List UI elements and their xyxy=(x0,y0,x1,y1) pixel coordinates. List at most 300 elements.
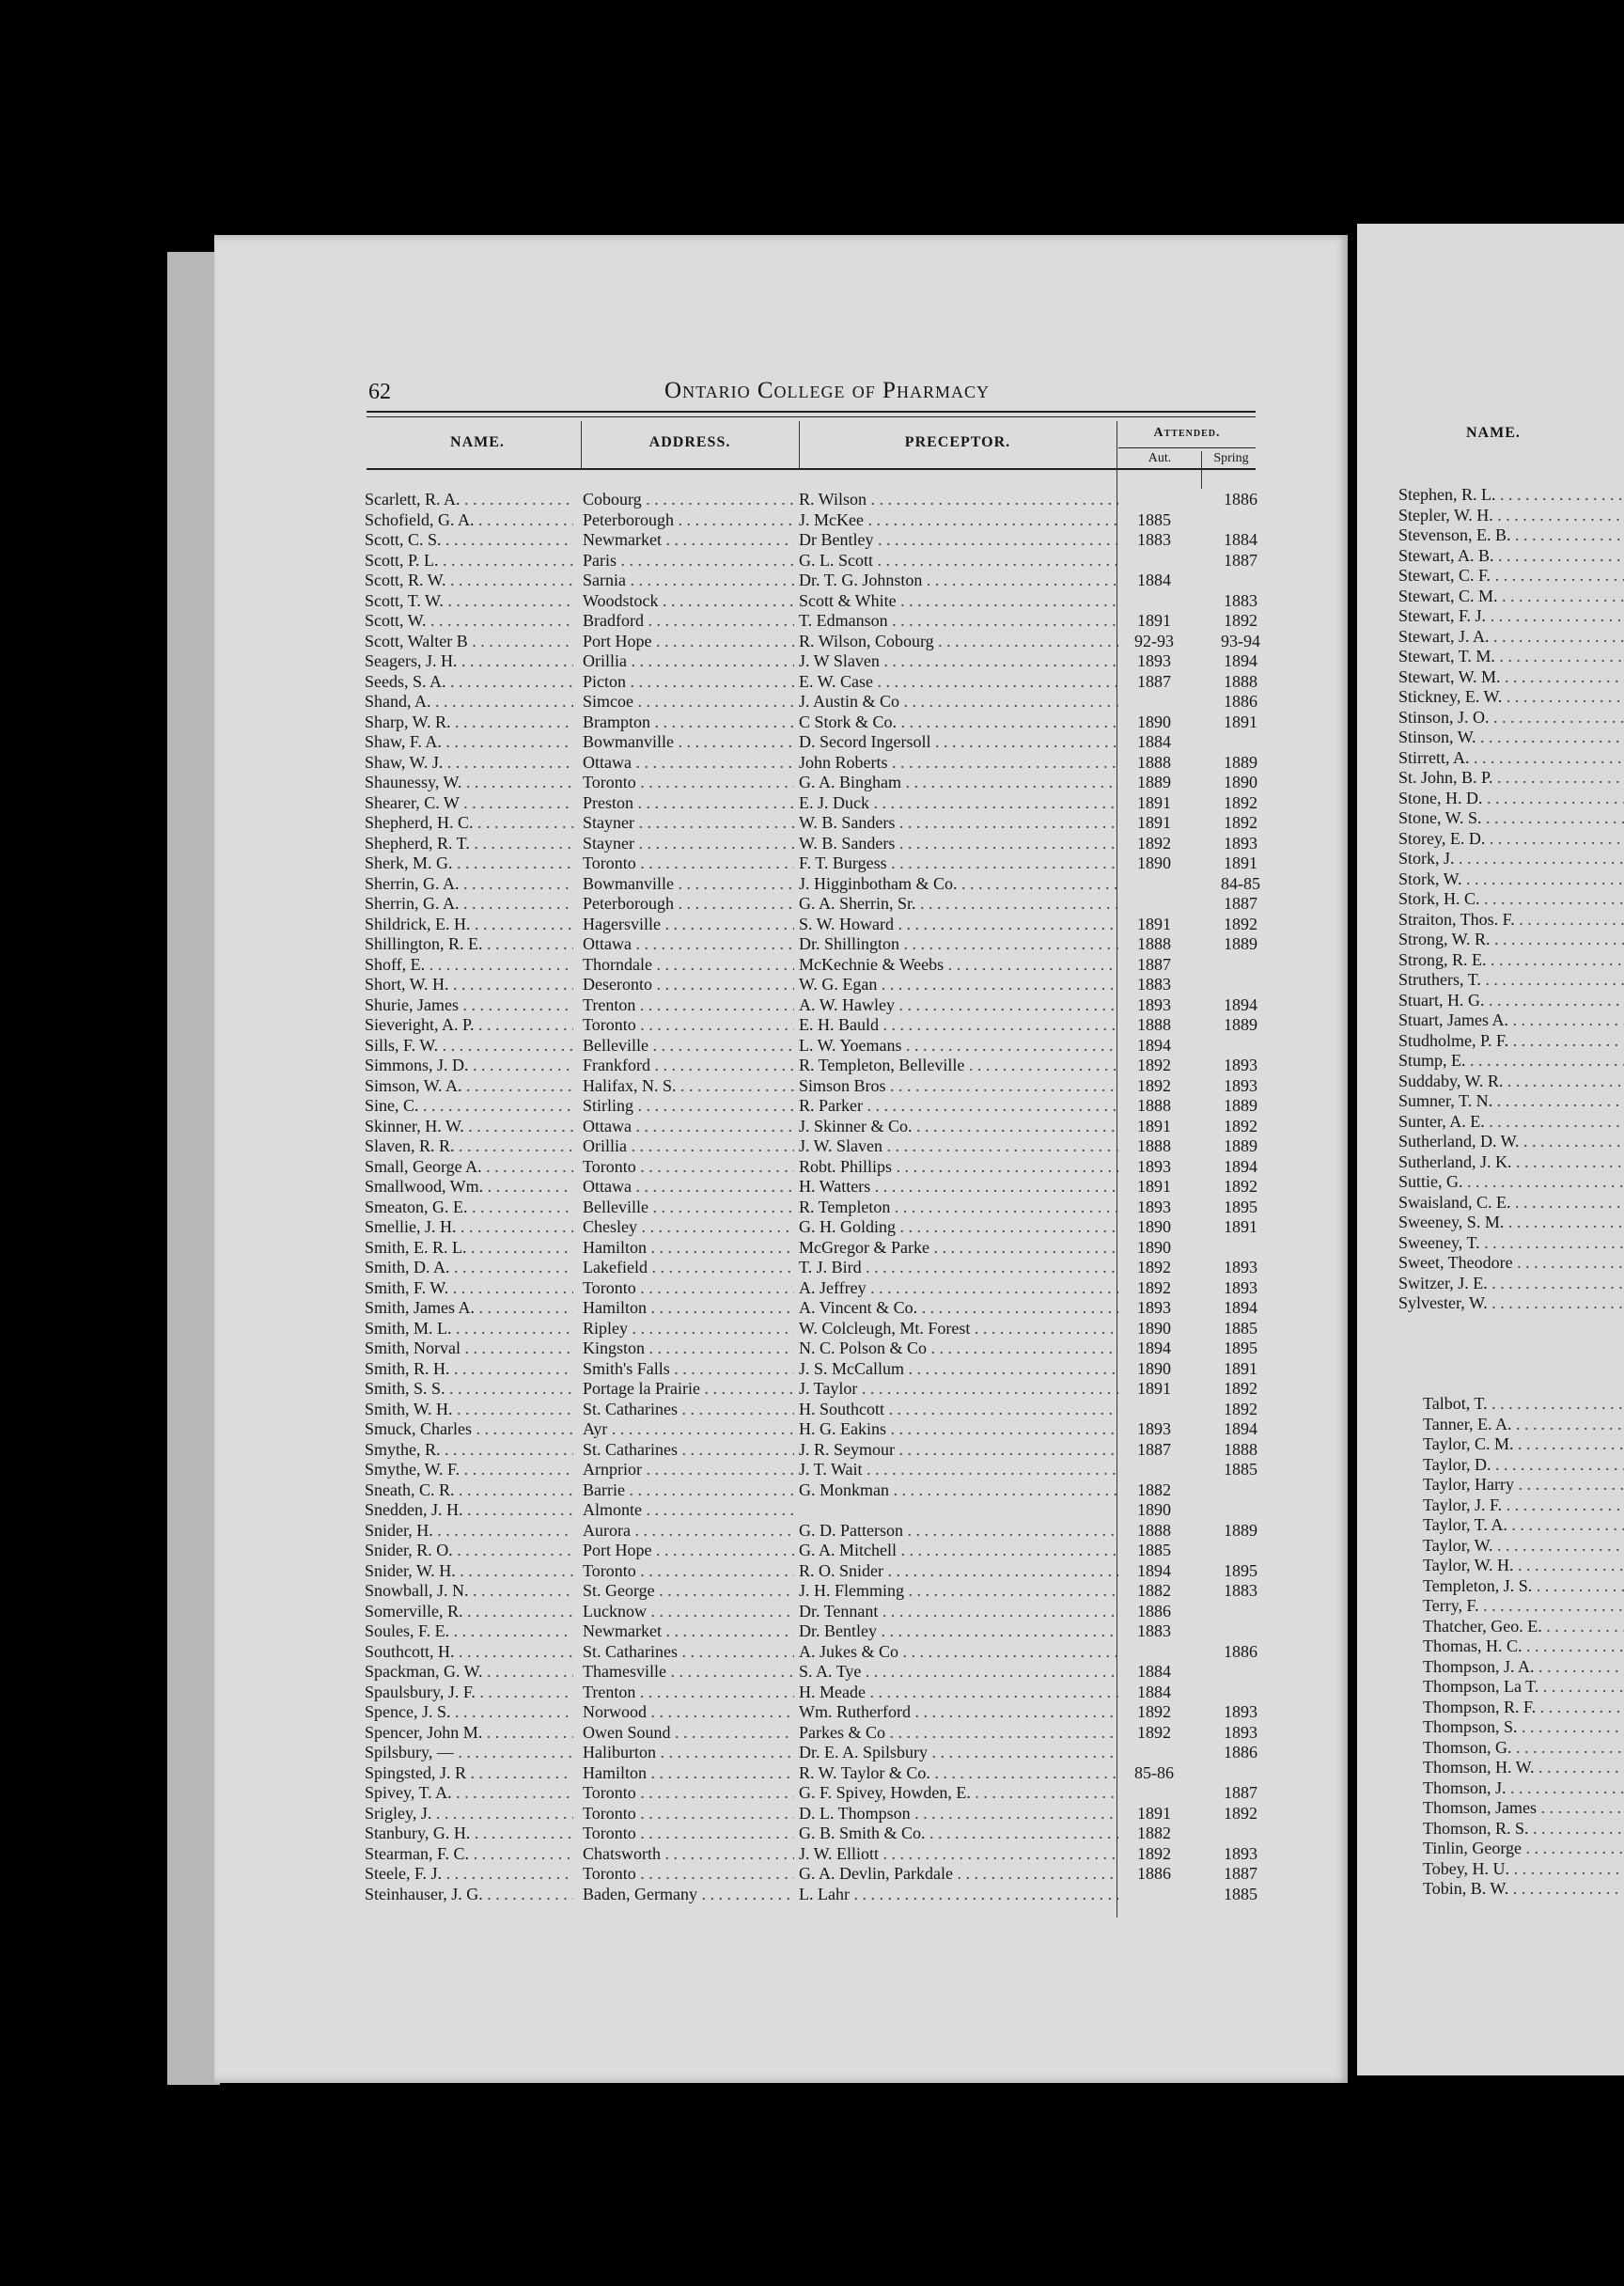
cell-address: Haliburton . . . xyxy=(583,1743,794,1763)
cell-preceptor: Dr. E. A. Spilsbury . . . xyxy=(799,1743,1118,1763)
list-item: Studholme, P. F. . . . xyxy=(1398,1031,1624,1052)
cell-spring: 84-85 xyxy=(1221,873,1260,893)
cell-name: Simmons, J. D. . . . xyxy=(365,1056,573,1076)
cell-address: Toronto . . . xyxy=(583,1278,794,1299)
cell-address: St. Catharines . . . xyxy=(583,1642,794,1663)
cell-preceptor: J. Higginbotham & Co. . . . xyxy=(799,874,1118,895)
cell-name: Shillington, R. E. . . . xyxy=(365,934,573,955)
cell-name: Spaulsbury, J. F. . . . xyxy=(365,1683,573,1703)
table-row xyxy=(357,1177,1259,1198)
cell-name: Scott, T. W. . . . xyxy=(365,591,573,612)
cell-spring: 1892 xyxy=(1224,611,1257,630)
cell-address: Stayner . . . xyxy=(583,813,794,834)
cell-aut: 1892 xyxy=(1137,1277,1171,1297)
cell-aut: 1884 xyxy=(1137,571,1171,589)
cell-spring: 1892 xyxy=(1224,1803,1257,1823)
cell-address: Toronto . . . xyxy=(583,1015,794,1036)
cell-aut: 1888 xyxy=(1137,752,1171,772)
cell-preceptor: S. W. Howard . . . xyxy=(799,915,1118,935)
cell-name: Spivey, T. A. . . . xyxy=(365,1783,573,1804)
table-row xyxy=(357,1723,1259,1744)
cell-name: Small, George A. . . . xyxy=(365,1157,573,1178)
header-rule-bottom xyxy=(367,468,1256,470)
list-item: Straiton, Thos. F. . . . xyxy=(1398,910,1624,931)
cell-preceptor: W. B. Sanders . . . xyxy=(799,834,1118,854)
cell-name: Scott, P. L. . . . xyxy=(365,551,573,572)
cell-address: Almonte . . . xyxy=(583,1500,794,1521)
cell-aut: 1892 xyxy=(1137,1258,1171,1276)
list-item: Stirrett, A. . . . xyxy=(1398,748,1624,769)
cell-spring: 1891 xyxy=(1224,853,1257,872)
cell-preceptor: Parkes & Co . . . xyxy=(799,1723,1118,1744)
table-row xyxy=(357,1217,1259,1238)
cell-preceptor: A. Vincent & Co. . . . xyxy=(799,1298,1118,1319)
cell-name: Shaw, W. J. . . . xyxy=(365,753,573,774)
cell-address: Toronto . . . xyxy=(583,853,794,874)
cell-aut: 1886 xyxy=(1137,1864,1171,1883)
cell-name: Smuck, Charles . . . xyxy=(365,1419,573,1440)
cell-preceptor: R. Wilson, Cobourg . . . xyxy=(799,632,1118,652)
list-item: Taylor, T. A. . . . xyxy=(1423,1515,1624,1536)
cell-address: Hagersville . . . xyxy=(583,915,794,935)
cell-spring: 1894 xyxy=(1224,1298,1257,1317)
cell-name: Sherk, M. G. . . . xyxy=(365,853,573,874)
cell-name: Sharp, W. R. . . . xyxy=(365,712,573,733)
cell-address: Hamilton . . . xyxy=(583,1298,794,1319)
cell-preceptor: John Roberts . . . xyxy=(799,753,1118,774)
table-row xyxy=(357,732,1259,753)
cell-aut: 1883 xyxy=(1137,1621,1171,1640)
cell-spring: 1886 xyxy=(1224,490,1257,509)
list-item: Thompson, R. F. . . . xyxy=(1423,1698,1624,1718)
cell-preceptor: Dr. T. G. Johnston . . . xyxy=(799,571,1118,591)
list-item: Thomson, H. W. . . . xyxy=(1423,1758,1624,1778)
cell-address: Trenton . . . xyxy=(583,1683,794,1703)
table-row xyxy=(357,591,1259,612)
cell-preceptor: Dr. Shillington . . . xyxy=(799,934,1118,955)
cell-aut: 1884 xyxy=(1137,1682,1171,1701)
cell-name: Snider, W. H. . . . xyxy=(365,1561,573,1582)
cell-preceptor: J. W. Elliott . . . xyxy=(799,1844,1118,1865)
cell-name: Shoff, E. . . . xyxy=(365,955,573,976)
list-item: Terry, F. . . . xyxy=(1423,1596,1624,1617)
list-item: Sweet, Theodore . . . xyxy=(1398,1253,1624,1274)
list-item: Struthers, T. . . . xyxy=(1398,970,1624,991)
cell-address: Bowmanville . . . xyxy=(583,874,794,895)
cell-address: Smith's Falls . . . xyxy=(583,1359,794,1380)
cell-address: Ottawa . . . xyxy=(583,1177,794,1198)
col-header-aut: Aut. xyxy=(1148,451,1172,465)
cell-preceptor: N. C. Polson & Co . . . xyxy=(799,1339,1118,1359)
cell-spring: 1885 xyxy=(1224,1884,1257,1903)
cell-address: Woodstock . . . xyxy=(583,591,794,612)
page-number: 62 xyxy=(368,380,391,404)
cell-aut: 1890 xyxy=(1137,1217,1171,1236)
cell-spring: 1893 xyxy=(1224,1843,1257,1863)
cell-spring: 1892 xyxy=(1224,914,1257,933)
table-row xyxy=(357,571,1259,591)
cell-preceptor: Simson Bros . . . xyxy=(799,1076,1118,1097)
table-row xyxy=(357,1783,1259,1804)
cell-name: Shand, A. . . . xyxy=(365,692,573,712)
list-item: Stone, H. D. . . . xyxy=(1398,789,1624,809)
cell-name: Smallwood, Wm. . . . xyxy=(365,1177,573,1198)
table-row xyxy=(357,1015,1259,1036)
cell-name: Shepherd, R. T. . . . xyxy=(365,834,573,854)
cell-spring: 1886 xyxy=(1224,1641,1257,1661)
table-row xyxy=(357,1602,1259,1622)
cell-address: Frankford . . . xyxy=(583,1056,794,1076)
col-header-address: ADDRESS. xyxy=(648,434,731,450)
cell-address: Toronto . . . xyxy=(583,1804,794,1824)
list-item: Sutherland, D. W. . . . xyxy=(1398,1132,1624,1152)
cell-spring: 1887 xyxy=(1224,894,1257,913)
cell-name: Srigley, J. . . . xyxy=(365,1804,573,1824)
cell-name: Spackman, G. W. . . . xyxy=(365,1662,573,1683)
table-row xyxy=(357,874,1259,895)
cell-address: Kingston . . . xyxy=(583,1339,794,1359)
cell-address: Bowmanville . . . xyxy=(583,732,794,753)
cell-spring: 1891 xyxy=(1224,1217,1257,1236)
cell-spring: 1893 xyxy=(1224,1722,1257,1742)
cell-aut: 1883 xyxy=(1137,530,1171,549)
table-row xyxy=(357,1521,1259,1542)
cell-spring: 1884 xyxy=(1224,530,1257,549)
cell-aut: 1885 xyxy=(1137,1541,1171,1559)
cell-address: Lucknow . . . xyxy=(583,1602,794,1622)
list-item: Thomson, R. S. . . . xyxy=(1423,1819,1624,1840)
table-row xyxy=(357,753,1259,774)
cell-aut: 1891 xyxy=(1137,1803,1171,1823)
cell-preceptor: E. J. Duck . . . xyxy=(799,793,1118,814)
cell-spring: 1892 xyxy=(1224,792,1257,812)
cell-aut: 1888 xyxy=(1137,1015,1171,1034)
table-row xyxy=(357,611,1259,632)
list-item: Thomas, H. C. . . . xyxy=(1423,1636,1624,1657)
list-item: Stork, H. C. . . . xyxy=(1398,889,1624,910)
cell-name: Steele, F. J. . . . xyxy=(365,1864,573,1885)
cell-preceptor: J. H. Flemming . . . xyxy=(799,1581,1118,1602)
cell-preceptor: D. L. Thompson . . . xyxy=(799,1804,1118,1824)
table-row xyxy=(357,995,1259,1016)
cell-name: Scott, R. W. . . . xyxy=(365,571,573,591)
cell-preceptor: A. Jukes & Co . . . xyxy=(799,1642,1118,1663)
list-item: Stone, W. S. . . . xyxy=(1398,808,1624,829)
cell-spring: 1883 xyxy=(1224,1581,1257,1600)
cell-preceptor: Scott & White . . . xyxy=(799,591,1118,612)
cell-address: St. George . . . xyxy=(583,1581,794,1602)
register-table xyxy=(357,490,1259,1904)
cell-preceptor: Dr. Tennant . . . xyxy=(799,1602,1118,1622)
cell-spring: 1883 xyxy=(1224,590,1257,610)
cell-name: Shurie, James . . . xyxy=(365,995,573,1016)
table-row xyxy=(357,813,1259,834)
table-row xyxy=(357,1885,1259,1905)
table-row xyxy=(357,1763,1259,1784)
cell-aut: 1888 xyxy=(1137,1136,1171,1155)
cell-preceptor: A. Jeffrey . . . xyxy=(799,1278,1118,1299)
cell-address: Toronto . . . xyxy=(583,773,794,793)
cell-aut: 1890 xyxy=(1137,1358,1171,1378)
table-row xyxy=(357,1500,1259,1521)
cell-preceptor: D. Secord Ingersoll . . . xyxy=(799,732,1118,753)
cell-aut: 1887 xyxy=(1137,954,1171,974)
cell-preceptor: G. A. Sherrin, Sr. . . . xyxy=(799,894,1118,915)
cell-name: Smith, W. H. . . . xyxy=(365,1400,573,1420)
table-row xyxy=(357,1117,1259,1137)
cell-name: Schofield, G. A. . . . xyxy=(365,510,573,531)
cell-aut: 1894 xyxy=(1137,1560,1171,1580)
cell-spring: 1893 xyxy=(1224,1075,1257,1095)
cell-name: Seeds, S. A. . . . xyxy=(365,672,573,693)
cell-spring: 1885 xyxy=(1224,1460,1257,1479)
cell-address: Cobourg . . . xyxy=(583,490,794,510)
list-item: Sutherland, J. K. . . . xyxy=(1398,1152,1624,1173)
cell-address: Lakefield . . . xyxy=(583,1258,794,1278)
table-row xyxy=(357,551,1259,572)
cell-preceptor: J. Skinner & Co. . . . xyxy=(799,1117,1118,1137)
cell-aut: 1889 xyxy=(1137,773,1171,791)
cell-name: Sills, F. W. . . . xyxy=(365,1036,573,1057)
list-item: Sumner, T. N. . . . xyxy=(1398,1091,1624,1112)
list-item: Stewart, J. A. . . . xyxy=(1398,627,1624,648)
table-row xyxy=(357,1238,1259,1259)
cell-name: Seagers, J. H. . . . xyxy=(365,651,573,672)
cell-spring: 1894 xyxy=(1224,1419,1257,1438)
cell-spring: 1893 xyxy=(1224,833,1257,853)
table-row xyxy=(357,1036,1259,1057)
cell-address: Belleville . . . xyxy=(583,1198,794,1218)
cell-address: Orillia . . . xyxy=(583,651,794,672)
cell-preceptor: T. J. Bird . . . xyxy=(799,1258,1118,1278)
list-item: Strong, R. E. . . . xyxy=(1398,950,1624,971)
cell-name: Shepherd, H. C. . . . xyxy=(365,813,573,834)
list-item: Stewart, T. M. . . . xyxy=(1398,647,1624,667)
table-row xyxy=(357,1804,1259,1824)
cell-aut: 1893 xyxy=(1137,1197,1171,1216)
cell-spring: 1889 xyxy=(1224,1015,1257,1034)
list-item: Switzer, J. E. . . . xyxy=(1398,1274,1624,1294)
cell-name: Snedden, J. H. . . . xyxy=(365,1500,573,1521)
header-rule-double xyxy=(367,416,1256,417)
cell-aut: 1890 xyxy=(1137,712,1171,731)
cell-preceptor: G. L. Scott . . . xyxy=(799,551,1118,572)
cell-aut: 1884 xyxy=(1137,732,1171,751)
cell-address: Hamilton . . . xyxy=(583,1238,794,1259)
table-row xyxy=(357,1683,1259,1703)
cell-preceptor: R. O. Snider . . . xyxy=(799,1561,1118,1582)
list-item: Thompson, La T. . . . xyxy=(1423,1677,1624,1698)
cell-address: Port Hope . . . xyxy=(583,1541,794,1561)
cell-aut: 1891 xyxy=(1137,914,1171,933)
cell-preceptor: G. A. Devlin, Parkdale . . . xyxy=(799,1864,1118,1885)
cell-preceptor: G. B. Smith & Co. . . . xyxy=(799,1824,1118,1844)
cell-name: Spilsbury, — . . . xyxy=(365,1743,573,1763)
cell-aut: 1892 xyxy=(1137,833,1171,853)
list-item: Thompson, S. . . . xyxy=(1423,1717,1624,1738)
list-item: Stuart, H. G. . . . xyxy=(1398,991,1624,1011)
table-row xyxy=(357,1096,1259,1117)
cell-address: St. Catharines . . . xyxy=(583,1440,794,1461)
list-item: Templeton, J. S. . . . xyxy=(1423,1576,1624,1597)
cell-aut: 1882 xyxy=(1137,1480,1171,1499)
table-row xyxy=(357,975,1259,995)
cell-aut: 1891 xyxy=(1137,611,1171,630)
list-item: Suddaby, W. R. . . . xyxy=(1398,1072,1624,1092)
cell-name: Sine, C. . . . xyxy=(365,1096,573,1117)
table-row xyxy=(357,692,1259,712)
cell-aut: 1892 xyxy=(1137,1056,1171,1074)
list-item: Stewart, W. M. . . . xyxy=(1398,667,1624,688)
cell-spring: 1889 xyxy=(1224,934,1257,953)
list-item: Stewart, C. F. . . . xyxy=(1398,566,1624,587)
list-item: Tinlin, George . . . xyxy=(1423,1839,1624,1859)
cell-name: Smellie, J. H. . . . xyxy=(365,1217,573,1238)
list-item: Stephen, R. L. . . . xyxy=(1398,485,1624,506)
cell-spring: 1891 xyxy=(1224,1358,1257,1378)
cell-preceptor: E. H. Bauld . . . xyxy=(799,1015,1118,1036)
cell-spring: 1889 xyxy=(1224,1136,1257,1155)
cell-address: Paris . . . xyxy=(583,551,794,572)
cell-name: Sneath, C. R. . . . xyxy=(365,1480,573,1501)
cell-preceptor: G. F. Spivey, Howden, E. . . . xyxy=(799,1783,1118,1804)
cell-aut: 1893 xyxy=(1137,651,1171,670)
list-item: Thomson, James . . . xyxy=(1423,1798,1624,1819)
cell-preceptor: H. G. Eakins . . . xyxy=(799,1419,1118,1440)
cell-aut: 1891 xyxy=(1137,1379,1171,1398)
table-row xyxy=(357,712,1259,733)
header-divider-1 xyxy=(581,421,582,468)
right-page-header: NAME. xyxy=(1466,425,1521,441)
cell-address: Chatsworth . . . xyxy=(583,1844,794,1865)
cell-address: St. Catharines . . . xyxy=(583,1400,794,1420)
table-row xyxy=(357,1379,1259,1400)
cell-preceptor: F. T. Burgess . . . xyxy=(799,853,1118,874)
cell-preceptor: W. B. Sanders . . . xyxy=(799,813,1118,834)
cell-aut: 1887 xyxy=(1137,1439,1171,1459)
cell-name: Stearman, F. C. . . . xyxy=(365,1844,573,1865)
table-row xyxy=(357,955,1259,976)
cell-preceptor: R. Wilson . . . xyxy=(799,490,1118,510)
cell-name: Smith, Norval . . . xyxy=(365,1339,573,1359)
cell-address: Toronto . . . xyxy=(583,1561,794,1582)
cell-address: Norwood . . . xyxy=(583,1702,794,1723)
table-row xyxy=(357,490,1259,510)
cell-address: Arnprior . . . xyxy=(583,1460,794,1480)
cell-spring: 1885 xyxy=(1224,1318,1257,1338)
cell-preceptor: R. Templeton . . . xyxy=(799,1198,1118,1218)
list-item: Thatcher, Geo. E. . . . xyxy=(1423,1617,1624,1637)
cell-name: Scott, Walter B . . . xyxy=(365,632,573,652)
cell-address: Trenton . . . xyxy=(583,995,794,1016)
table-row xyxy=(357,915,1259,935)
table-row xyxy=(357,1319,1259,1339)
cell-name: Stanbury, G. H. . . . xyxy=(365,1824,573,1844)
cell-address: Toronto . . . xyxy=(583,1864,794,1885)
table-row xyxy=(357,1136,1259,1157)
list-item: Strong, W. R. . . . xyxy=(1398,930,1624,950)
table-row xyxy=(357,793,1259,814)
cell-preceptor: J. W Slaven . . . xyxy=(799,651,1118,672)
cell-name: Soules, F. E. . . . xyxy=(365,1621,573,1642)
cell-address: Newmarket . . . xyxy=(583,1621,794,1642)
cell-preceptor: G. A. Bingham . . . xyxy=(799,773,1118,793)
list-item: Stork, W. . . . xyxy=(1398,869,1624,890)
cell-preceptor: G. H. Golding . . . xyxy=(799,1217,1118,1238)
cell-address: Aurora . . . xyxy=(583,1521,794,1542)
cell-spring: 1888 xyxy=(1224,1439,1257,1459)
cell-aut: 1885 xyxy=(1137,509,1171,529)
list-item: Suttie, G. . . . xyxy=(1398,1172,1624,1193)
cell-aut: 1882 xyxy=(1137,1581,1171,1600)
table-row xyxy=(357,1702,1259,1723)
cell-address: Bradford . . . xyxy=(583,611,794,632)
cell-spring: 1888 xyxy=(1224,671,1257,691)
cell-name: Smith, S. S. . . . xyxy=(365,1379,573,1400)
cell-aut: 1890 xyxy=(1137,1237,1171,1257)
cell-spring: 1889 xyxy=(1224,1096,1257,1115)
cell-preceptor: G. Monkman . . . xyxy=(799,1480,1118,1501)
table-row xyxy=(357,632,1259,652)
cell-address: Hamilton . . . xyxy=(583,1763,794,1784)
cell-spring: 1895 xyxy=(1224,1197,1257,1216)
cell-spring: 1895 xyxy=(1224,1339,1257,1357)
header-divider-2 xyxy=(799,421,800,468)
table-row xyxy=(357,672,1259,693)
table-row xyxy=(357,1581,1259,1602)
table-row xyxy=(357,1621,1259,1642)
cell-name: Shearer, C. W . . . xyxy=(365,793,573,814)
cell-preceptor: G. D. Patterson . . . xyxy=(799,1521,1118,1542)
cell-aut: 1886 xyxy=(1137,1601,1171,1621)
table-row xyxy=(357,773,1259,793)
list-item: Storey, E. D. . . . xyxy=(1398,829,1624,850)
list-item: Stinson, J. O. . . . xyxy=(1398,708,1624,728)
cell-address: Toronto . . . xyxy=(583,1824,794,1844)
list-item: Swaisland, C. E. . . . xyxy=(1398,1193,1624,1213)
cell-address: Portage la Prairie . . . xyxy=(583,1379,794,1400)
table-row xyxy=(357,834,1259,854)
table-row xyxy=(357,1440,1259,1461)
cell-aut: 1882 xyxy=(1137,1824,1171,1842)
cell-spring: 1894 xyxy=(1224,994,1257,1014)
cell-preceptor: S. A. Tye . . . xyxy=(799,1662,1118,1683)
cell-aut: 1893 xyxy=(1137,994,1171,1014)
cell-spring: 1893 xyxy=(1224,1702,1257,1721)
table-row xyxy=(357,1157,1259,1178)
cell-aut: 92-93 xyxy=(1134,631,1174,650)
cell-spring: 1890 xyxy=(1224,773,1257,791)
cell-name: Snider, H. . . . xyxy=(365,1521,573,1542)
cell-name: Smythe, R. . . . xyxy=(365,1440,573,1461)
cell-aut: 1894 xyxy=(1137,1035,1171,1055)
cell-spring: 1893 xyxy=(1224,1056,1257,1074)
cell-address: Belleville . . . xyxy=(583,1036,794,1057)
list-item: Stump, E. . . . xyxy=(1398,1051,1624,1072)
cell-address: Picton . . . xyxy=(583,672,794,693)
list-item: Tanner, E. A. . . . xyxy=(1423,1415,1624,1435)
cell-name: Simson, W. A. . . . xyxy=(365,1076,573,1097)
list-item: Sweeney, S. M. . . . xyxy=(1398,1213,1624,1233)
cell-name: Short, W. H. . . . xyxy=(365,975,573,995)
list-item: Stinson, W. . . . xyxy=(1398,728,1624,748)
cell-aut: 1893 xyxy=(1137,1419,1171,1438)
cell-spring: 1887 xyxy=(1224,550,1257,570)
table-row xyxy=(357,530,1259,551)
list-item: Thomson, J. . . . xyxy=(1423,1778,1624,1799)
list-item: Stork, J. . . . xyxy=(1398,849,1624,869)
cell-name: Snider, R. O. . . . xyxy=(365,1541,573,1561)
